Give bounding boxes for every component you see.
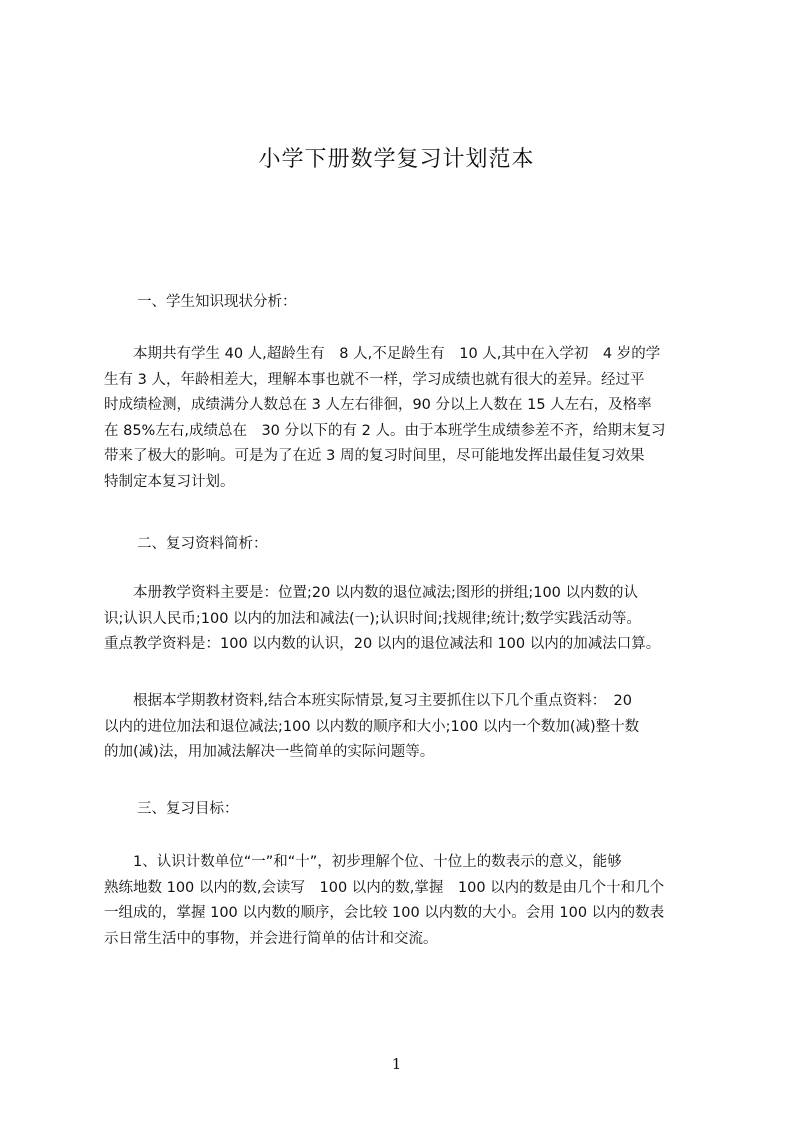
paragraph-line: 1、认识计数单位“一”和“十”，初步理解个位、十位上的数表示的意义，能够 <box>104 854 622 870</box>
page-number: 1 <box>391 1055 402 1073</box>
paragraph-line: 在 85%左右,成绩总在 30 分以下的有 2 人。由于本班学生成绩参差不齐，给期末复习 <box>104 422 666 439</box>
section2-paragraph-2 <box>104 689 696 766</box>
paragraph-line: 本册教学资料主要是：位置;20 以内数的退位减法;图形的拼组;100 以内数的认 <box>104 585 638 601</box>
paragraph-line: 时成绩检测，成绩满分人数总在 3 人左右徘徊，90 分以上人数在 15 人左右，及格率 <box>104 397 652 413</box>
paragraph-line: 的加(减)法，用加减法解决一些简单的实际问题等。 <box>104 744 435 760</box>
paragraph-line: 特制定本复习计划。 <box>104 473 235 490</box>
section2-heading: 二、复习资料简析： <box>137 536 268 552</box>
paragraph-line: 根据本学期教材资料,结合本班实际情景,复习主要抓住以下几个重点资料： 20 <box>104 693 632 709</box>
section1-heading: 一、学生知识现状分析： <box>137 294 297 310</box>
paragraph-line: 本期共有学生 40 人,超龄生有 8 人,不足龄生有 10 人,其中在入学初 4 岁的学 <box>104 346 661 362</box>
section3-paragraph <box>104 850 696 952</box>
section2-paragraph-1 <box>104 581 696 658</box>
paragraph-line: 以内的进位加法和退位减法;100 以内数的顺序和大小;100 以内一个数加(减)整十数 <box>104 718 640 735</box>
paragraph-line: 一组成的，掌握 100 以内数的顺序，会比较 100 以内数的大小。会用 100 以内的数表 <box>104 905 665 921</box>
section3-heading: 三、复习目标： <box>137 801 239 817</box>
document-title: 小学下册数学复习计划范本 <box>258 147 535 172</box>
paragraph-line: 重点教学资料是：100 以内数的认识，20 以内的退位减法和 100 以内的加减法口算。 <box>104 636 661 652</box>
paragraph-line: 示日常生活中的事物，并会进行简单的估计和交流。 <box>104 930 438 947</box>
paragraph-line: 识;认识人民币;100 以内的加法和减法(一);认识时间;找规律;统计;数学实践活动等。 <box>104 610 641 627</box>
paragraph-line: 生有 3 人，年龄相差大，理解本事也就不一样，学习成绩也就有很大的差异。经过平 <box>104 371 645 388</box>
section1-paragraph <box>104 342 696 495</box>
paragraph-line: 带来了极大的影响。可是为了在近 3 周的复习时间里，尽可能地发挥出最佳复习效果 <box>104 448 645 464</box>
paragraph-line: 熟练地数 100 以内的数,会读写 100 以内的数,掌握 100 以内的数是由几个十和几个 <box>104 879 665 896</box>
